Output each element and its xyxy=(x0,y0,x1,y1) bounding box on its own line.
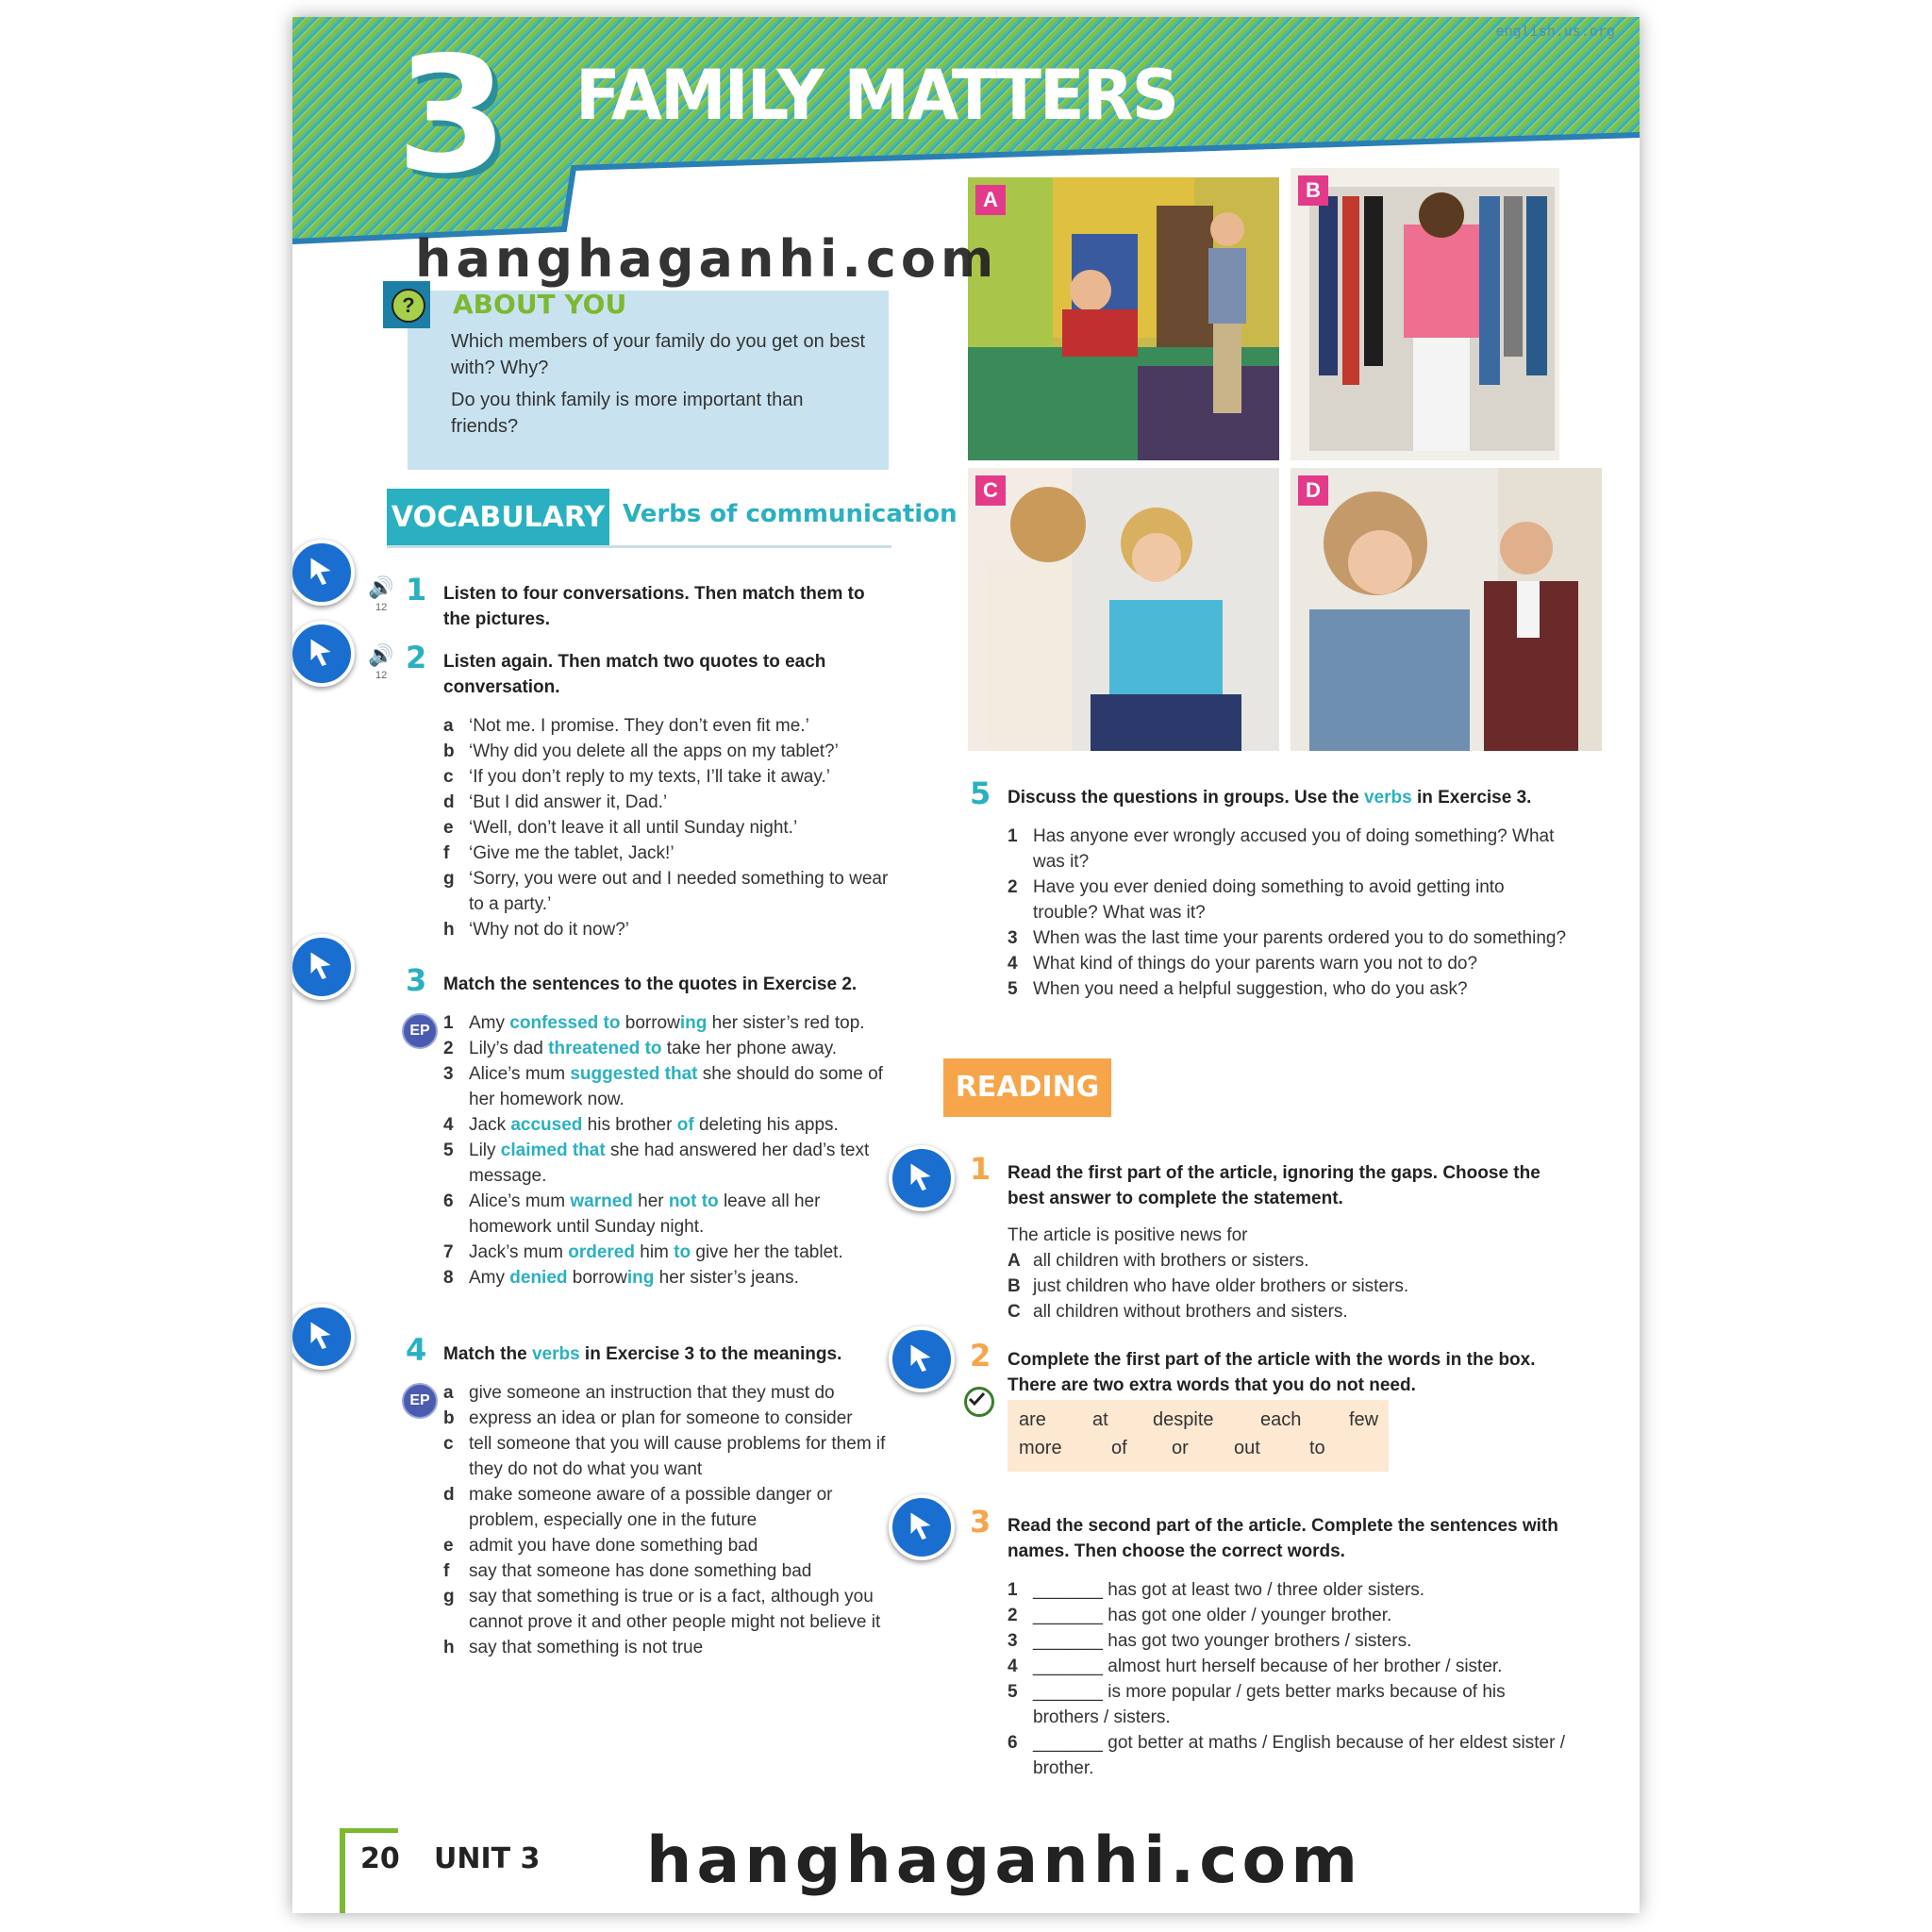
discussion-exercise-5 xyxy=(970,775,1574,1002)
word-option: more xyxy=(1019,1438,1062,1458)
photo-c xyxy=(968,468,1279,751)
meaning-item: b express an idea or plan for someone to consider xyxy=(443,1408,853,1428)
pointer-button-reading-1[interactable] xyxy=(889,1145,955,1211)
check-icon xyxy=(964,1387,994,1417)
sentence-item: 7 Jack’s mum ordered him to give her the tablet. xyxy=(443,1242,843,1262)
reading-tag: READING xyxy=(943,1058,1111,1117)
exercise-instruction: Read the second part of the article. Complete the sentences with names. Then choose the correct words. xyxy=(1008,1516,1558,1561)
question-stem: The article is positive news for xyxy=(1008,1225,1248,1245)
question-item: 4 What kind of things do your parents warn you not to do? xyxy=(1008,954,1478,974)
answer-option[interactable]: A all children with brothers or sisters. xyxy=(1008,1251,1309,1271)
question-item: 5 When you need a helpful suggestion, who do you ask? xyxy=(1008,979,1468,999)
pointer-button-ex2[interactable] xyxy=(292,621,355,687)
photo-a xyxy=(968,177,1279,460)
vocabulary-divider xyxy=(387,545,891,548)
footer-accent xyxy=(340,1828,345,1913)
photo-label: D xyxy=(1298,475,1328,506)
cursor-icon xyxy=(304,948,338,982)
exercise-number: 1 xyxy=(970,1151,991,1187)
quote-item: c ‘If you don’t reply to my texts, I’ll take it away.’ xyxy=(443,767,830,787)
about-question-2: Do you think family is more important than friends? xyxy=(451,390,804,437)
pointer-button-reading-2[interactable] xyxy=(889,1326,955,1392)
question-item: 2 Have you ever denied doing something to avoid getting into trouble? What was it? xyxy=(1008,877,1505,923)
word-option: at xyxy=(1092,1409,1108,1430)
vocabulary-subtitle: Verbs of communication xyxy=(623,500,958,528)
quote-item: g ‘Sorry, you were out and I needed something to wear to a party.’ xyxy=(443,869,889,914)
exercise-number: 2 xyxy=(406,640,427,675)
cursor-icon xyxy=(904,1508,938,1542)
sentence-item: 6 Alice’s mum warned her not to leave all her homework until Sunday night. xyxy=(443,1191,821,1237)
sentence-item: 8 Amy denied borrowing her sister’s jeans. xyxy=(443,1268,799,1288)
word-option: each xyxy=(1260,1409,1302,1430)
father-daughter-scene-image xyxy=(1291,468,1602,751)
unit-number: 3 xyxy=(396,23,508,209)
word-option: despite xyxy=(1153,1409,1214,1430)
photo-b xyxy=(1291,168,1602,460)
sentence-item: 3 Alice’s mum suggested that she should do some of her homework now. xyxy=(443,1064,883,1109)
word-option: or xyxy=(1172,1438,1189,1458)
meaning-item: d make someone aware of a possible danger or problem, especially one in the future xyxy=(443,1485,833,1530)
exercise-instruction: Listen to four conversations. Then match them to the pictures. xyxy=(443,584,865,629)
word-option: are xyxy=(1019,1409,1046,1430)
answer-option[interactable]: C all children without brothers and sisters. xyxy=(1008,1302,1348,1322)
exercise-number: 4 xyxy=(406,1332,427,1368)
cursor-icon xyxy=(304,635,338,669)
cursor-icon xyxy=(904,1341,938,1374)
wardrobe-scene-image xyxy=(1291,168,1602,460)
question-item: 3 When was the last time your parents ordered you to do something? xyxy=(1008,928,1567,948)
exercise-number: 3 xyxy=(406,962,427,998)
about-you-heading: ABOUT YOU xyxy=(453,289,627,320)
quote-item: a ‘Not me. I promise. They don’t even fit me.’ xyxy=(443,716,809,736)
reading-exercise-2 xyxy=(970,1338,1574,1398)
gap-sentence[interactable]: 2 _______ has got one older / younger brother. xyxy=(1008,1606,1392,1625)
about-question-1: Which members of your family do you get on best with? Why? xyxy=(451,331,866,378)
photo-label: B xyxy=(1298,175,1328,206)
meaning-item: a give someone an instruction that they must do xyxy=(443,1383,835,1403)
bedroom-scene-image xyxy=(968,177,1279,460)
cursor-icon xyxy=(904,1159,938,1193)
pointer-button-ex3[interactable] xyxy=(292,934,355,1000)
pointer-button-ex1[interactable] xyxy=(292,540,355,606)
gap-sentence[interactable]: 3 _______ has got two younger brothers / sisters. xyxy=(1008,1631,1412,1651)
exercise-number: 5 xyxy=(970,775,991,811)
exercise-number: 3 xyxy=(970,1504,991,1540)
sentence-item: 5 Lily claimed that she had answered her dad’s text message. xyxy=(443,1141,870,1186)
meaning-item: c tell someone that you will cause problems for them if they do not do what you want xyxy=(443,1434,886,1479)
word-option: of xyxy=(1111,1438,1127,1458)
footer-accent xyxy=(340,1828,398,1833)
exercise-instruction: Read the first part of the article, ignoring the gaps. Choose the best answer to complete the statement. xyxy=(1008,1163,1541,1208)
footer-unit-label: UNIT 3 xyxy=(434,1842,541,1875)
gap-sentence[interactable]: 5 _______ is more popular / gets better marks because of his brothers / sisters. xyxy=(1008,1682,1506,1727)
gap-sentence[interactable]: 4 _______ almost hurt herself because of her brother / sister. xyxy=(1008,1657,1503,1676)
exercise-number: 1 xyxy=(406,572,427,608)
sentence-item: 2 Lily’s dad threatened to take her phone away. xyxy=(443,1039,838,1058)
photo-label: C xyxy=(975,475,1006,506)
sentence-item: 1 Amy confessed to borrowing her sister’s red top. xyxy=(443,1013,865,1033)
meaning-item: f say that someone has done something bad xyxy=(443,1561,812,1581)
track-number: 12 xyxy=(375,602,388,613)
meaning-item: e admit you have done something bad xyxy=(443,1536,758,1556)
quote-item: f ‘Give me the tablet, Jack!’ xyxy=(443,843,675,863)
word-option: out xyxy=(1234,1438,1260,1458)
ep-badge[interactable]: EP xyxy=(402,1383,438,1419)
quote-item: h ‘Why not do it now?’ xyxy=(443,920,630,940)
vocabulary-tag: VOCABULARY xyxy=(387,489,609,547)
reading-exercise-3 xyxy=(970,1504,1574,1781)
about-you-questions xyxy=(451,328,866,445)
site-label: english.us.org xyxy=(1495,23,1615,40)
vocab-exercise-2 xyxy=(406,640,906,942)
sentence-item: 4 Jack accused his brother of deleting his apps. xyxy=(443,1115,839,1135)
quote-item: b ‘Why did you delete all the apps on my tablet?’ xyxy=(443,741,839,761)
cursor-icon xyxy=(304,1318,338,1352)
word-box xyxy=(1008,1400,1389,1472)
pointer-button-reading-3[interactable] xyxy=(889,1494,955,1560)
vocab-exercise-1 xyxy=(406,572,896,632)
quote-item: e ‘Well, don’t leave it all until Sunday night.’ xyxy=(443,818,798,838)
meaning-item: g say that something is true or is a fact, although you cannot prove it and other people might not believe it xyxy=(443,1587,881,1632)
exercise-instruction: Discuss the questions in groups. Use the verbs in Exercise 3. xyxy=(1008,788,1532,808)
vocab-exercise-4 xyxy=(406,1332,906,1660)
ep-badge[interactable]: EP xyxy=(402,1013,438,1049)
audio-icon[interactable]: 🔊 xyxy=(368,643,394,667)
word-option: few xyxy=(1349,1409,1379,1430)
answer-option[interactable]: B just children who have older brothers or sisters. xyxy=(1008,1276,1409,1296)
cursor-icon xyxy=(304,554,338,588)
textbook-page xyxy=(292,17,1640,1913)
question-item: 1 Has anyone ever wrongly accused you of doing something? What was it? xyxy=(1008,826,1555,872)
watermark-top: hanghaganhi.com xyxy=(415,229,999,289)
photo-label: A xyxy=(975,185,1006,215)
exercise-instruction: Match the sentences to the quotes in Exercise 2. xyxy=(443,974,858,994)
track-number: 12 xyxy=(375,670,388,681)
gap-sentence[interactable]: 6 _______ got better at maths / English because of her eldest sister / brother. xyxy=(1008,1733,1566,1778)
page-number: 20 xyxy=(360,1842,400,1875)
question-icon: ? xyxy=(391,289,425,323)
gap-sentence[interactable]: 1 _______ has got at least two / three older sisters. xyxy=(1008,1580,1425,1600)
word-option: to xyxy=(1309,1438,1325,1458)
unit-title: FAMILY MATTERS xyxy=(575,54,1178,137)
exercise-instruction: Complete the first part of the article with the words in the box. There are two extra words that you do not need. xyxy=(1008,1350,1536,1395)
exercise-number: 2 xyxy=(970,1338,991,1374)
quote-item: d ‘But I did answer it, Dad.’ xyxy=(443,792,668,812)
watermark-bottom: hanghaganhi.com xyxy=(646,1824,1363,1898)
mother-daughter-scene-image xyxy=(968,468,1279,751)
exercise-instruction: Listen again. Then match two quotes to each conversation. xyxy=(443,652,826,697)
pointer-button-ex4[interactable] xyxy=(292,1304,355,1370)
audio-icon[interactable]: 🔊 xyxy=(368,575,394,599)
photo-d xyxy=(1291,468,1602,751)
reading-exercise-1 xyxy=(970,1151,1574,1324)
meaning-item: h say that something is not true xyxy=(443,1638,704,1657)
exercise-instruction: Match the verbs in Exercise 3 to the meanings. xyxy=(443,1344,842,1364)
